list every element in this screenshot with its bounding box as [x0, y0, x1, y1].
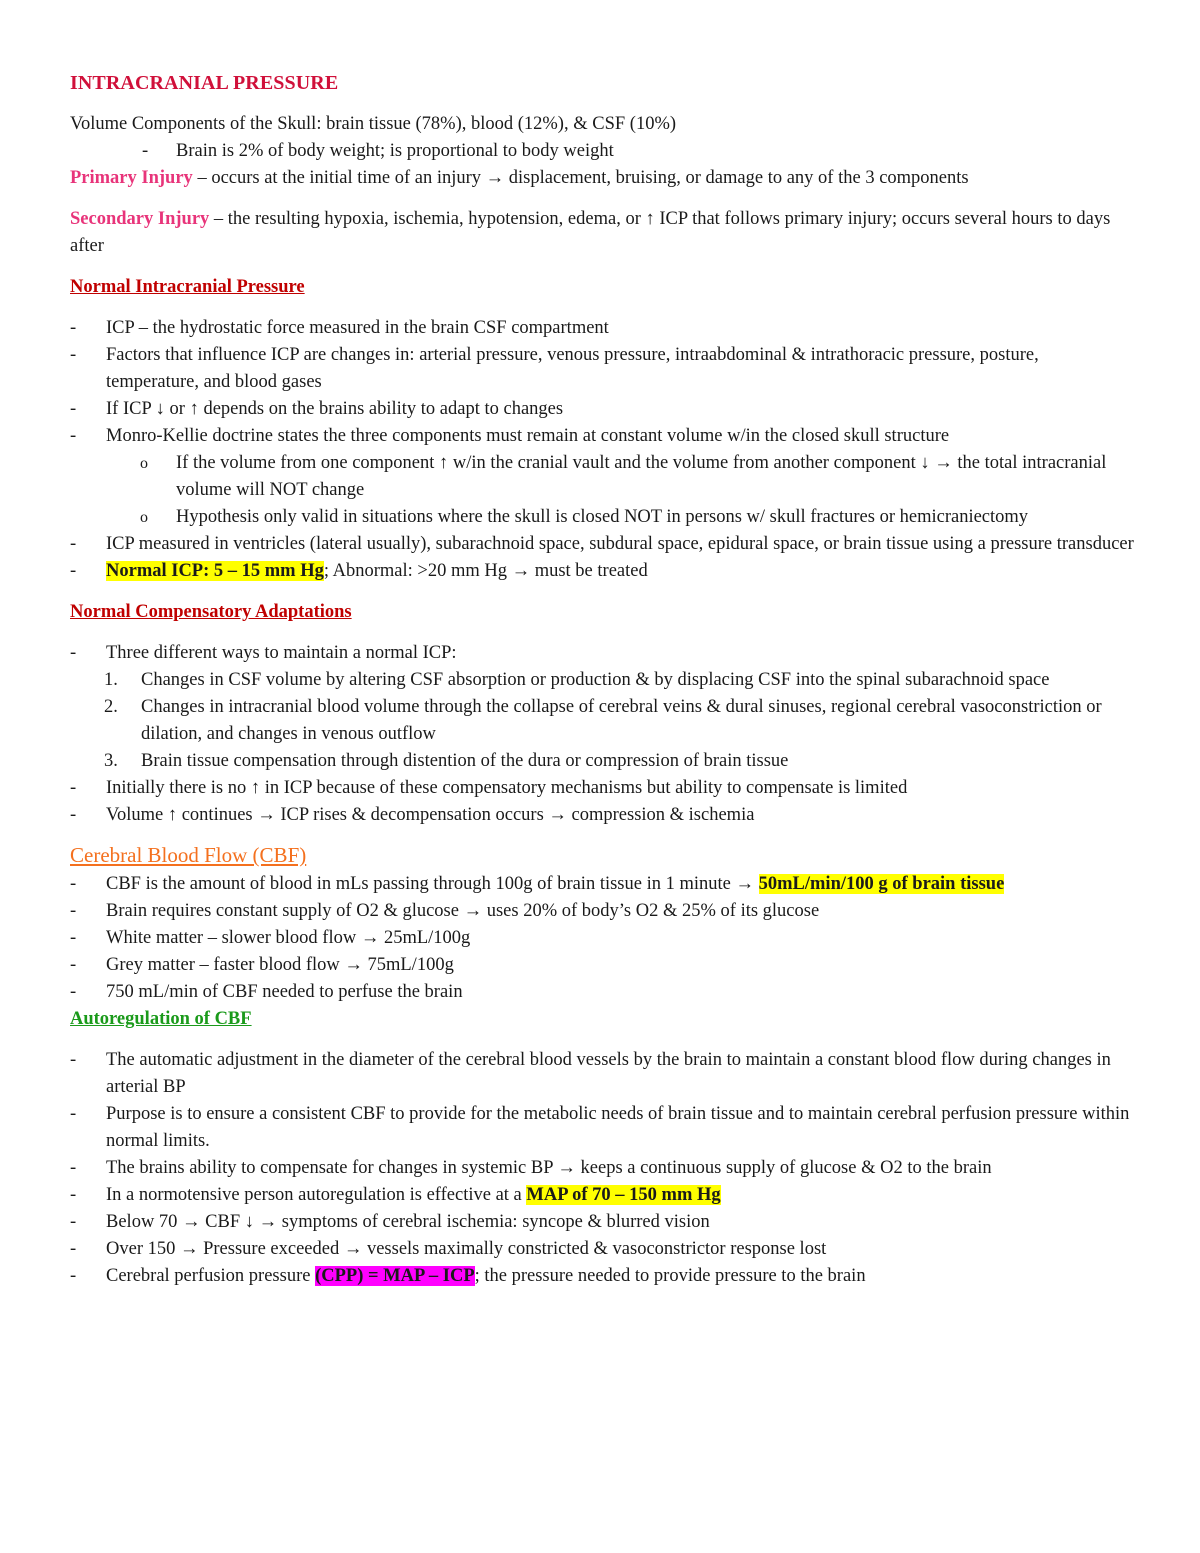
brain-weight-item: - Brain is 2% of body weight; is proportional to body weight — [142, 138, 1135, 165]
list-item: - If ICP ↓ or ↑ depends on the brains ability to adapt to changes — [70, 396, 1135, 423]
list-item: - ICP measured in ventricles (lateral usually), subarachnoid space, subdural space, epidural space, or brain tissue using a pressure transducer — [70, 531, 1135, 558]
list-item: - Three different ways to maintain a normal ICP: — [70, 640, 1135, 667]
list-item: - Over 150 → Pressure exceeded → vessels maximally constricted & vasoconstrictor response lost — [70, 1236, 1135, 1263]
item-text: Changes in intracranial blood volume through the collapse of cerebral veins & dural sinuses, regional cerebral vasoconstriction or dilation, and changes in venous outflow — [141, 697, 1102, 744]
normal-icp-list — [70, 315, 1135, 450]
list-item: - Brain requires constant supply of O2 & glucose → uses 20% of body’s O2 & 25% of its glucose — [70, 898, 1135, 925]
heading-compensatory: Normal Compensatory Adaptations — [70, 602, 352, 622]
list-item: - ICP – the hydrostatic force measured in the brain CSF compartment — [70, 315, 1135, 342]
page-title: INTRACRANIAL PRESSURE — [70, 72, 339, 94]
primary-injury — [70, 165, 1135, 192]
cpp-after-text: ; the pressure needed to provide pressure to the brain — [474, 1266, 866, 1286]
heading-normal-icp: Normal Intracranial Pressure — [70, 277, 305, 297]
cpp-text: Cerebral perfusion pressure — [106, 1266, 316, 1286]
item-text: Brain tissue compensation through distention of the dura or compression of brain tissue — [141, 751, 789, 771]
sub-list-item: o Hypothesis only valid in situations where the skull is closed NOT in persons w/ skull fractures or hemicraniectomy — [140, 504, 1135, 531]
list-item: - The brains ability to compensate for changes in systemic BP → keeps a continuous supply of glucose & O2 to the brain — [70, 1155, 1135, 1182]
list-item: - Initially there is no ↑ in ICP because of these compensatory mechanisms but ability to compensate is limited — [70, 775, 1135, 802]
abnormal-icp-text: ; Abnormal: >20 mm Hg → must be treated — [323, 561, 648, 581]
list-item: - Volume ↑ continues → ICP rises & decompensation occurs → compression & ischemia — [70, 802, 1135, 829]
secondary-injury — [70, 206, 1135, 260]
map-text: In a normotensive person autoregulation is effective at a — [106, 1185, 527, 1205]
cpp-item — [70, 1263, 1135, 1290]
normal-icp-highlight: Normal ICP: 5 – 15 mm Hg — [106, 561, 324, 581]
monro-kellie-text: Monro-Kellie doctrine states the three components must remain at constant volume w/in the closed skull structure — [106, 426, 950, 446]
autoregulation-list — [70, 1047, 1135, 1290]
numbered-item — [104, 694, 1135, 748]
list-item: - Purpose is to ensure a consistent CBF to provide for the metabolic needs of brain tissue and to maintain cerebral perfusion pressure within normal limits. — [70, 1101, 1135, 1155]
cpp-highlight: (CPP) = MAP – ICP — [315, 1266, 475, 1286]
map-range-item — [70, 1182, 1135, 1209]
map-highlight: MAP of 70 – 150 mm Hg — [526, 1185, 721, 1205]
primary-injury-label: Primary Injury — [70, 168, 193, 188]
secondary-injury-label: Secondary Injury — [70, 209, 210, 229]
volume-components: Volume Components of the Skull: brain tissue (78%), blood (12%), & CSF (10%) — [70, 114, 677, 134]
item-number: 3. — [104, 751, 118, 771]
normal-icp-list-2 — [70, 531, 1135, 585]
item-number: 1. — [104, 670, 118, 690]
sub-list-item: o If the volume from one component ↑ w/in the cranial vault and the volume from another component ↓ → the total intracranial volume will NOT change — [140, 450, 1135, 504]
secondary-injury-text: – the resulting hypoxia, ischemia, hypotension, edema, or ↑ ICP that follows primary injury; occurs several hours to days after — [70, 209, 1111, 256]
monro-kellie-sublist — [70, 450, 1135, 531]
item-number: 2. — [104, 697, 118, 717]
numbered-item — [104, 748, 1135, 775]
compensatory-list — [70, 640, 1135, 667]
cbf-definition-text: CBF is the amount of blood in mLs passing through 100g of brain tissue in 1 minute → — [106, 874, 759, 894]
heading-cbf: Cerebral Blood Flow (CBF) — [70, 843, 307, 867]
list-item: - Factors that influence ICP are changes in: arterial pressure, venous pressure, intraabdominal & intrathoracic pressure, posture, temperature, and blood gases — [70, 342, 1135, 396]
list-item: - Below 70 → CBF ↓ → symptoms of cerebral ischemia: syncope & blurred vision — [70, 1209, 1135, 1236]
compensatory-list-2 — [70, 775, 1135, 829]
intro-sublist — [70, 138, 1135, 165]
heading-autoregulation: Autoregulation of CBF — [70, 1009, 252, 1029]
list-item: - White matter – slower blood flow → 25mL/100g — [70, 925, 1135, 952]
list-item: - Grey matter – faster blood flow → 75mL/100g — [70, 952, 1135, 979]
cbf-list — [70, 871, 1135, 1006]
cbf-highlight: 50mL/min/100 g of brain tissue — [758, 874, 1005, 894]
item-text: Changes in CSF volume by altering CSF absorption or production & by displacing CSF into the spinal subarachnoid space — [141, 670, 1050, 690]
list-item — [70, 423, 1135, 450]
list-item: - The automatic adjustment in the diameter of the cerebral blood vessels by the brain to maintain a constant blood flow during changes in arterial BP — [70, 1047, 1135, 1101]
list-item: - 750 mL/min of CBF needed to perfuse the brain — [70, 979, 1135, 1006]
document-page — [70, 70, 1135, 1290]
cbf-definition-item — [70, 871, 1135, 898]
normal-icp-value-item — [70, 558, 1135, 585]
primary-injury-text: – occurs at the initial time of an injury → displacement, bruising, or damage to any of the 3 components — [192, 168, 969, 188]
numbered-item — [104, 667, 1135, 694]
compensatory-ways — [70, 667, 1135, 775]
